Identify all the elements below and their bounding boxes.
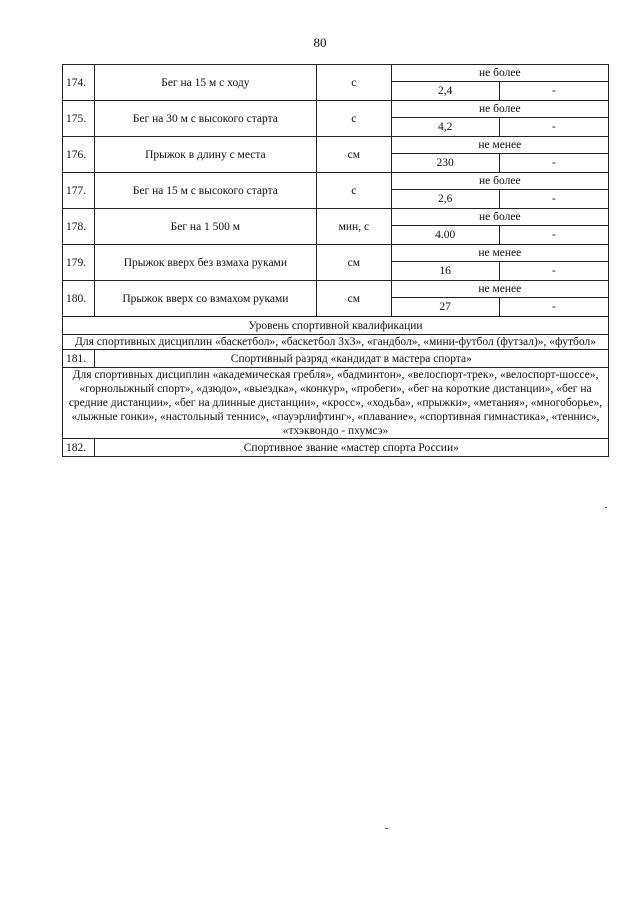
value-cell: 2,4 <box>391 82 499 101</box>
table-row <box>63 317 609 335</box>
scan-speck <box>605 507 607 508</box>
row-number: 175. <box>63 101 95 137</box>
unit-cell: с <box>317 65 392 101</box>
row-number: 179. <box>63 245 95 281</box>
row-number: 177. <box>63 173 95 209</box>
table-row <box>63 137 609 154</box>
row-number: 174. <box>63 65 95 101</box>
unit-cell: с <box>317 173 392 209</box>
condition-cell: не более <box>391 101 608 118</box>
exercise-name: Бег на 1 500 м <box>94 209 316 245</box>
exercise-name: Прыжок вверх без взмаха руками <box>94 245 316 281</box>
standards-table <box>62 64 609 457</box>
condition-cell: не более <box>391 209 608 226</box>
value2-cell: - <box>499 298 608 317</box>
unit-cell: см <box>317 137 392 173</box>
value-cell: 16 <box>391 262 499 281</box>
exercise-name: Бег на 15 м с ходу <box>94 65 316 101</box>
exercise-name: Прыжок вверх со взмахом руками <box>94 281 316 317</box>
table-row <box>63 245 609 262</box>
rank-title: Спортивное звание «мастер спорта России» <box>94 439 608 457</box>
exercise-name: Бег на 30 м с высокого старта <box>94 101 316 137</box>
page-number: 80 <box>313 35 327 50</box>
value-cell: 27 <box>391 298 499 317</box>
value2-cell: - <box>499 118 608 137</box>
row-number: 178. <box>63 209 95 245</box>
table-row <box>63 281 609 298</box>
value2-cell: - <box>499 262 608 281</box>
row-number: 180. <box>63 281 95 317</box>
value2-cell: - <box>499 226 608 245</box>
table-row <box>63 65 609 82</box>
unit-cell: с <box>317 101 392 137</box>
section-header: Уровень спортивной квалификации <box>63 317 609 335</box>
table-row <box>63 335 609 350</box>
condition-cell: не менее <box>391 137 608 154</box>
row-number: 182. <box>63 439 95 457</box>
scan-speck <box>385 828 388 829</box>
value-cell: 2,6 <box>391 190 499 209</box>
table-row <box>63 439 609 457</box>
table-row <box>63 173 609 190</box>
rank-title: Спортивный разряд «кандидат в мастера спорта» <box>94 350 608 368</box>
exercise-name: Бег на 15 м с высокого старта <box>94 173 316 209</box>
unit-cell: см <box>317 245 392 281</box>
row-number: 176. <box>63 137 95 173</box>
condition-cell: не более <box>391 173 608 190</box>
condition-cell: не более <box>391 65 608 82</box>
disciplines-note: Для спортивных дисциплин «баскетбол», «баскетбол 3х3», «гандбол», «мини-футбол (футзал)», «футбол» <box>63 335 609 350</box>
disciplines-note: Для спортивных дисциплин «академическая гребля», «бадминтон», «велоспорт-трек», «велоспорт-шоссе», «горнолыжный спорт», «дзюдо», «выездка», «конкур», «пробеги», «бег на короткие дистанции», «бег на средние дистанции», «бег на длинные дистанции», «кросс», «ходьба», «прыжки», «метания», «многоборье», «лыжные гонки», «настольный теннис», «пауэрлифтинг», «плавание», «спортивная гимнастика», «теннис», «тхэквондо - пхумсэ» <box>63 368 609 439</box>
table-row <box>63 368 609 439</box>
unit-cell: см <box>317 281 392 317</box>
unit-cell: мин, с <box>317 209 392 245</box>
value2-cell: - <box>499 190 608 209</box>
value2-cell: - <box>499 82 608 101</box>
value-cell: 4,2 <box>391 118 499 137</box>
table-row <box>63 209 609 226</box>
value-cell: 230 <box>391 154 499 173</box>
table-row <box>63 350 609 368</box>
table-row <box>63 101 609 118</box>
exercise-name: Прыжок в длину с места <box>94 137 316 173</box>
condition-cell: не менее <box>391 281 608 298</box>
value2-cell: - <box>499 154 608 173</box>
condition-cell: не менее <box>391 245 608 262</box>
value-cell: 4.00 <box>391 226 499 245</box>
row-number: 181. <box>63 350 95 368</box>
